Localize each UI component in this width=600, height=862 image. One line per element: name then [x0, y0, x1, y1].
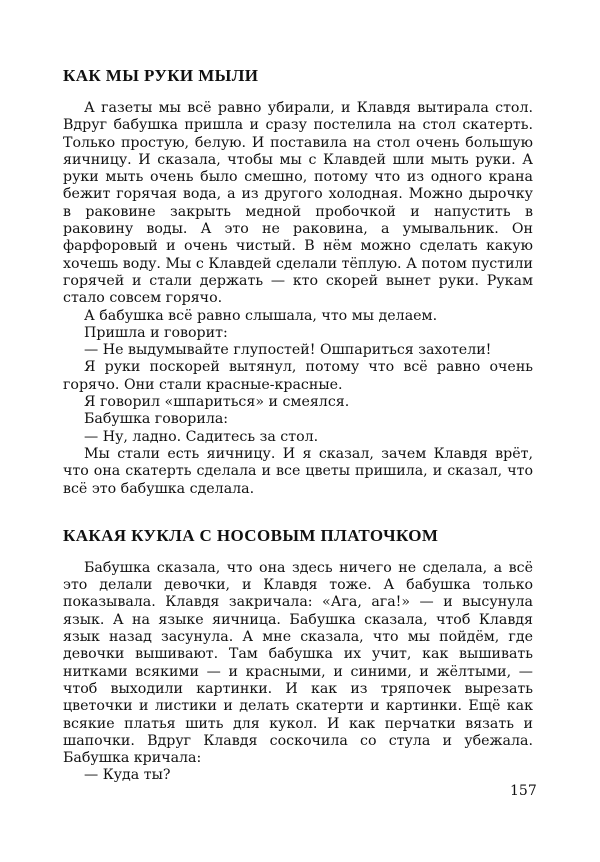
- book-page: [63, 60, 533, 785]
- section-title: КАК МЫ РУКИ МЫЛИ: [63, 66, 259, 85]
- paragraph: Мы стали есть яичницу. И я сказал, зачем Клавдя врёт, что она скатерть сделала и все цветы пришила, и сказал, что всё это бабушка сделала.: [63, 445, 533, 497]
- paragraph: Я руки поскорей вытянул, потому что всё равно очень горячо. Они стали красные-красные.: [63, 359, 533, 393]
- section-body: [63, 560, 533, 785]
- paragraph: — Не выдумывайте глупостей! Ошпариться захотели!: [84, 342, 492, 359]
- paragraph: Я говорил «шпариться» и смеялся.: [84, 394, 350, 411]
- paragraph: — Ну, ладно. Садитесь за стол.: [84, 428, 319, 445]
- paragraph: — Куда ты?: [84, 767, 171, 784]
- paragraph: А газеты мы всё равно убирали, и Клавдя вытирала стол. Вдруг бабушка пришла и сразу постелила на стол скатерть. Только простую, белую. И поставила на стол очень большую яичницу. И сказала, чтобы мы с Клавдей шли мыть руки. А руки мыть очень было смешно, потому что из одного крана бежит горячая вода, а из другого холодная. Можно дырочку в раковине закрыть медной пробочкой и напустить в раковину воды. А это не раковина, а умывальник. Он фарфоровый и очень чистый. В нём можно сделать какую хочешь воду. Мы с Клавдей сделали тёплую. А потом пустили горячей и стали держать — кто скорей вынет руки. Рукам стало совсем горячо.: [63, 100, 533, 307]
- paragraph: Бабушка говорила:: [84, 411, 229, 428]
- section-title: КАКАЯ КУКЛА С НОСОВЫМ ПЛАТОЧКОМ: [63, 525, 439, 545]
- paragraph: Пришла и говорит:: [84, 324, 228, 341]
- page-number: 157: [510, 783, 537, 799]
- paragraph: А бабушка всё равно слышала, что мы делаем.: [84, 307, 438, 324]
- section-body: [63, 100, 533, 498]
- paragraph: Бабушка сказала, что она здесь ничего не сделала, а всё это делали девочки, и Клавдя тоже. А бабушка только показывала. Клавдя закричала: «Ага, ага!» — и высунула язык. А на языке яичница. Бабушка сказала, чтоб Клавдя язык назад засунула. А мне сказала, что мы пойдём, где девочки вышивают. Там бабушка их учит, как вышивать нитками всякими — и красными, и синими, и жёлтыми, — чтоб выходили картинки. И как из тряпочек вырезать цветочки и листики и делать скатерти и картинки. Ещё как всякие платья шить для кукол. И как перчатки вязать и шапочки. Вдруг Клавдя соскочила со стула и убежала. Бабушка кричала:: [63, 559, 533, 767]
